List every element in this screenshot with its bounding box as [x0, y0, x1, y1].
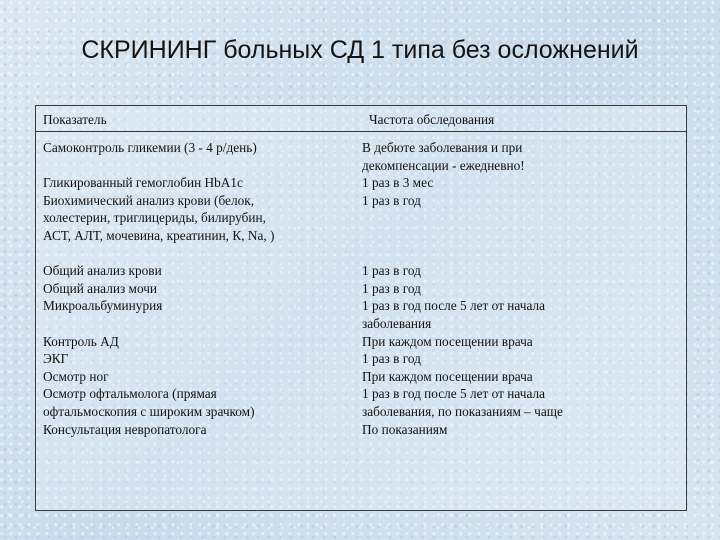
- table-row: [36, 139, 686, 174]
- screening-table: [35, 105, 687, 511]
- table-row: [36, 297, 686, 332]
- table-row: [36, 385, 686, 420]
- frequency-cell: 1 раз в год: [362, 192, 421, 208]
- frequency-cell: В дебюте заболевания и при декомпенсации - ежедневно!: [362, 140, 525, 173]
- table-row: [36, 333, 686, 351]
- frequency-cell: 1 раз в год после 5 лет от начала заболевания: [362, 298, 546, 331]
- frequency-cell: По показаниям: [362, 421, 448, 437]
- table-row: [36, 192, 686, 245]
- frequency-cell: 1 раз в 3 мес: [362, 175, 434, 191]
- slide-title: СКРИНИНГ больных СД 1 типа без осложнений: [81, 36, 639, 64]
- indicator-cell: Гликированный гемоглобин HbA1c: [43, 175, 243, 191]
- indicator-cell: ЭКГ: [43, 351, 69, 367]
- indicator-cell: Биохимический анализ крови (белок, холестерин, триглицериды, билирубин, АСТ, АЛТ, мочевина, креатинин, К, Na, ): [43, 192, 275, 243]
- frequency-cell: При каждом посещении врача: [362, 333, 533, 349]
- table-row: [36, 368, 686, 386]
- frequency-cell: При каждом посещении врача: [362, 368, 533, 384]
- column-header-indicator: Показатель: [43, 112, 107, 127]
- indicator-cell: Самоконтроль гликемии (3 - 4 р/день): [43, 140, 257, 155]
- table-row: [36, 174, 686, 192]
- indicator-cell: Общий анализ мочи: [43, 280, 158, 296]
- indicator-cell: Микроальбуминурия: [43, 298, 163, 314]
- frequency-cell: 1 раз в год после 5 лет от начала заболевания, по показаниям – чаще: [362, 386, 563, 419]
- indicator-cell: Консультация невропатолога: [43, 421, 207, 437]
- frequency-cell: 1 раз в год: [362, 280, 421, 296]
- table-row: [36, 262, 686, 280]
- frequency-cell: 1 раз в год: [362, 351, 421, 367]
- table-row: [36, 421, 686, 439]
- table-row: [36, 280, 686, 298]
- indicator-cell: Осмотр офтальмолога (прямая офтальмоскопия с широким зрачком): [43, 386, 255, 419]
- indicator-cell: Общий анализ крови: [43, 263, 162, 279]
- indicator-cell: Осмотр ног: [43, 368, 109, 384]
- table-body: [36, 139, 686, 438]
- indicator-cell: Контроль АД: [43, 333, 119, 349]
- table-header: [36, 106, 686, 132]
- column-header-frequency: Частота обследования: [369, 112, 495, 127]
- table-row: [36, 350, 686, 368]
- row-spacer: [36, 245, 686, 263]
- frequency-cell: 1 раз в год: [362, 263, 421, 279]
